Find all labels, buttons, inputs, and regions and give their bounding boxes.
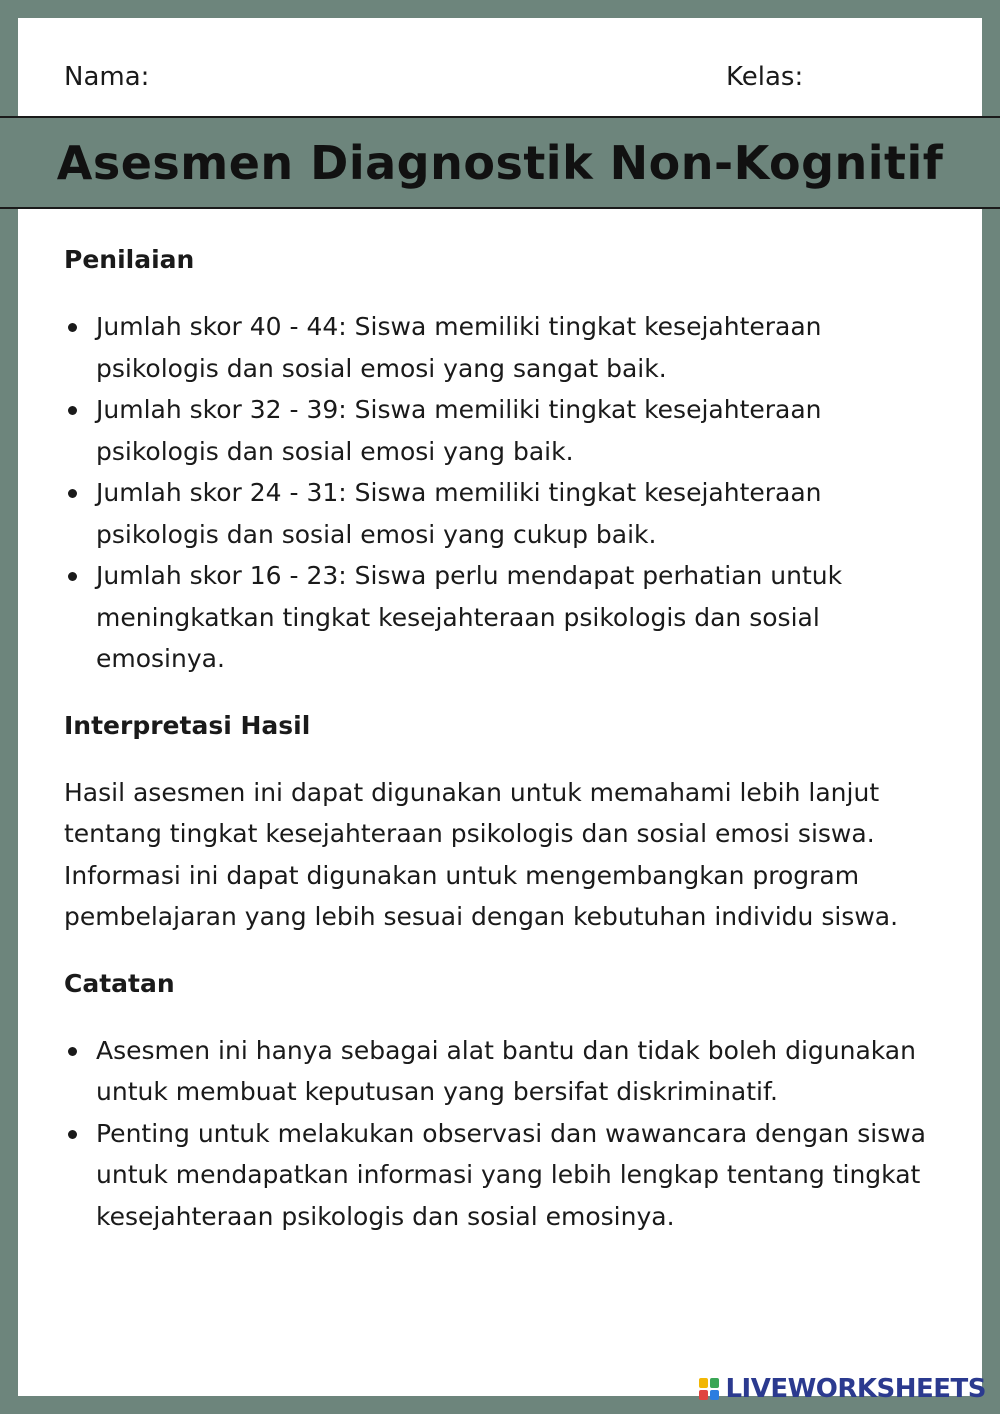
bullet-icon — [68, 572, 77, 581]
student-info-fields — [64, 62, 824, 102]
list-item-text: Penting untuk melakukan observasi dan wawancara dengan siswa untuk mendapatkan informasi yang lebih lengkap tentang tingkat kesejahteraan psikologis dan sosial emosinya. — [96, 1118, 926, 1231]
title-banner — [0, 116, 1000, 209]
list-item-text: Jumlah skor 16 - 23: Siswa perlu mendapat perhatian untuk meningkatkan tingkat kesejahteraan psikologis dan sosial emosinya. — [96, 561, 843, 673]
list-item — [64, 306, 944, 389]
bullet-icon — [68, 1130, 77, 1139]
bullet-icon — [68, 323, 77, 332]
catatan-list — [64, 1030, 944, 1238]
list-item-text: Jumlah skor 32 - 39: Siswa memiliki tingkat kesejahteraan psikologis dan sosial emosi yang baik. — [96, 395, 822, 466]
interpretasi-heading: Interpretasi Hasil — [64, 710, 311, 740]
list-item — [64, 1030, 944, 1113]
class-field-label[interactable]: Kelas: — [726, 62, 804, 92]
catatan-heading: Catatan — [64, 968, 175, 998]
bullet-icon — [68, 406, 77, 415]
list-item-text: Jumlah skor 40 - 44: Siswa memiliki tingkat kesejahteraan psikologis dan sosial emosi yang sangat baik. — [96, 312, 822, 383]
list-item — [64, 389, 944, 472]
list-item — [64, 1113, 944, 1238]
list-item — [64, 472, 944, 555]
page-title: Asesmen Diagnostik Non-Kognitif — [56, 135, 944, 190]
penilaian-list — [64, 306, 944, 680]
bullet-icon — [68, 1047, 77, 1056]
list-item-text: Jumlah skor 24 - 31: Siswa memiliki tingkat kesejahteraan psikologis dan sosial emosi yang cukup baik. — [96, 478, 822, 549]
liveworksheets-logo-icon — [699, 1378, 719, 1400]
penilaian-heading: Penilaian — [64, 245, 195, 274]
bullet-icon — [68, 489, 77, 498]
liveworksheets-brand[interactable] — [699, 1374, 986, 1404]
interpretasi-paragraph: Hasil asesmen ini dapat digunakan untuk memahami lebih lanjut tentang tingkat kesejahteraan psikologis dan sosial emosi siswa. Informasi ini dapat digunakan untuk mengembangkan program pembelajaran yang lebih sesuai dengan kebutuhan individu siswa. — [64, 777, 899, 931]
worksheet-content — [64, 236, 944, 1237]
list-item — [64, 555, 944, 680]
name-field-label[interactable]: Nama: — [64, 62, 150, 92]
list-item-text: Asesmen ini hanya sebagai alat bantu dan tidak boleh digunakan untuk membuat keputusan yang bersifat diskriminatif. — [96, 1035, 916, 1106]
brand-wordmark: LIVEWORKSHEETS — [725, 1374, 986, 1404]
